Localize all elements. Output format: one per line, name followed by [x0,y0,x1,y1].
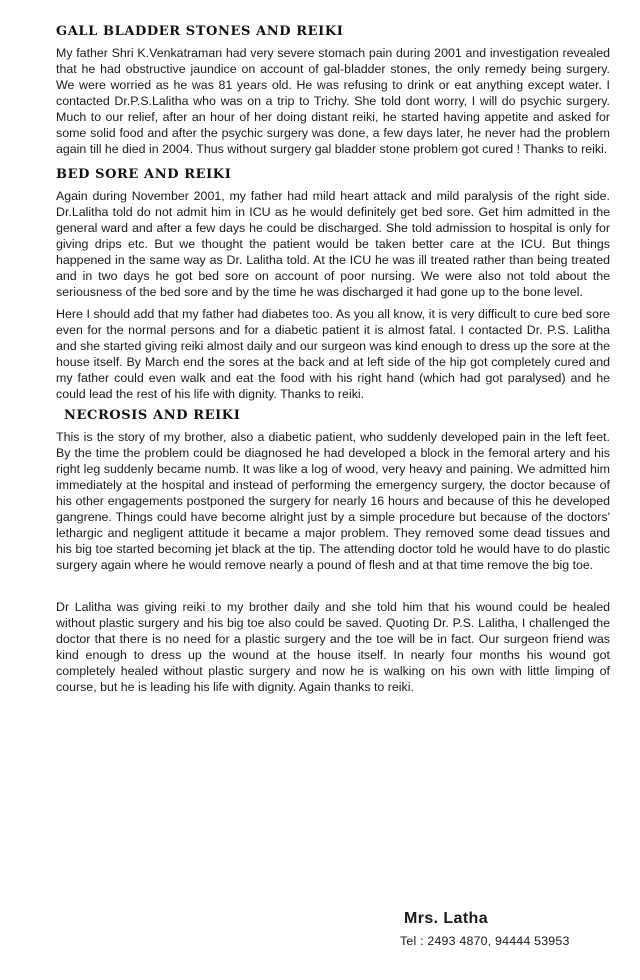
bed-sore-paragraph-1: Again during November 2001, my father had mild heart attack and mild paralysis of the right side. Dr.Lalitha told do not admit him in ICU as he would definitely get bed sore. Get him admitted in the general ward and after a few days he could be discharged. She told admission to hospital is only for giving drips etc. But we thought the patient would be taken better care at the ICU. But things happened in the same way as Dr. Lalitha told. At the ICU he was ill treated rather than being treated and in two days he got bed sore on account of poor nursing. We were also not told about the seriousness of the bed sore and by the time he was discharged it had gone up to the bone level. [56,189,610,299]
author-name: Mrs. Latha [404,910,489,927]
signature-block [400,910,570,948]
necrosis-paragraph-2: Dr Lalitha was giving reiki to my brother daily and she told him that his wound could be healed without plastic surgery and his big toe also could be saved. Quoting Dr. P.S. Lalitha, I challenged the doctor that there is no need for a plastic surgery and the toe will be in fact. Our surgeon friend was kind enough to dress up the wound at the house itself. In nearly four months his wound got completely healed without plastic surgery and now he is walking on his own with little limping of course, but he is leading his life with dignity. Again thanks to reiki. [56,600,610,694]
section-heading-gall-bladder: GALL BLADDER STONES AND REIKI [56,24,344,39]
section-heading-necrosis: NECROSIS AND REIKI [64,408,241,423]
bed-sore-paragraph-2: Here I should add that my father had diabetes too. As you all know, it is very difficult to cure bed sore even for the normal persons and for a diabetic patient it is almost fatal. I contacted Dr. P.S. Lalitha and she started giving reiki almost daily and our surgeon was kind enough to dress up the sore at the house itself. By March end the sores at the back and at left side of the hip got completely cured and my father could even walk and eat the food with his right hand (which had got paralysed) and he could lead the rest of his life with dignity. Thanks to reiki. [56,307,610,401]
necrosis-paragraph-1: This is the story of my brother, also a diabetic patient, who suddenly developed pain in the left feet. By the time the problem could be diagnosed he had developed a block in the femoral artery and his right leg suddenly became numb. It was like a log of wood, very heavy and paining. We admitted him immediately at the hospital and instead of performing the emergency surgery, the doctor because of his other engagements postponed the surgery for nearly 16 hours and because of this he developed gangrene. Things could have become alright just by a simple procedure but because of the doctors' lethargic and negligent attitude it became a major problem. They removed some dead tissues and his big toe started becoming jet black at the tip. The attending doctor told he would have to do plastic surgery again where he would remove nearly a pound of flesh and at that time remove the big toe. [56,430,610,572]
gall-bladder-paragraph: My father Shri K.Venkatraman had very severe stomach pain during 2001 and investigation revealed that he had obstructive jaundice on account of gal-bladder stones, the only remedy being surgery. We were worried as he was 81 years old. He was refusing to drink or eat anything except water. I contacted Dr.P.S.Lalitha who was on a trip to Trichy. She told dont worry, I will do psychic surgery. Much to our relief, after an hour of her doing distant reiki, he started having appetite and asked for some solid food and after the psychic surgery was done, a few days later, he never had the problem again till he died in 2004. Thus without surgery gal bladder stone problem got cured ! Thanks to reiki. [56,46,610,156]
author-telephone: Tel : 2493 4870, 94444 53953 [400,934,570,948]
section-heading-bed-sore: BED SORE AND REIKI [56,167,232,182]
